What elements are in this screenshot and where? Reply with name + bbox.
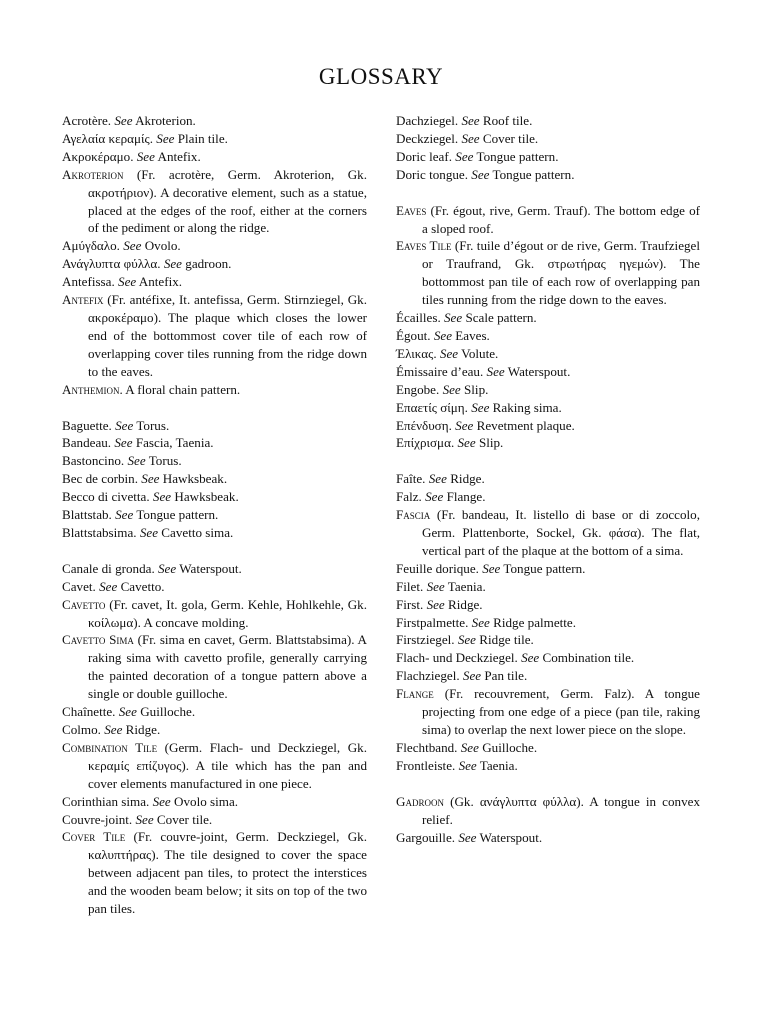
glossary-entry <box>62 470 367 488</box>
section-gap <box>396 452 700 470</box>
see-reference: Volute. <box>461 345 499 361</box>
see-reference: Ridge palmette. <box>493 614 577 630</box>
see-reference: Taenia. <box>447 578 486 594</box>
see-label: See <box>482 560 501 576</box>
glossary-entry <box>396 829 700 847</box>
entry-term: Doric leaf. <box>396 148 452 164</box>
glossary-entry <box>62 703 367 721</box>
entry-term: Επίχρισμα. <box>396 435 455 451</box>
see-reference: Ridge tile. <box>479 632 534 648</box>
entry-definition: (Gk. ανάγλυπτα φύλλα). A tongue in convex relief. <box>422 793 700 827</box>
entry-term: Fascia <box>396 507 431 523</box>
see-label: See <box>115 507 134 523</box>
glossary-entry <box>396 667 700 685</box>
entry-term: Ανάγλυπτα φύλλα. <box>62 256 161 272</box>
glossary-entry <box>62 506 367 524</box>
see-label: See <box>461 130 480 146</box>
right-column <box>396 112 700 846</box>
see-label: See <box>486 363 505 379</box>
see-label: See <box>114 113 133 128</box>
see-reference: Hawksbeak. <box>162 471 228 487</box>
glossary-entry <box>62 148 367 166</box>
entry-term: Écailles. <box>396 310 441 326</box>
glossary-entry <box>62 166 367 238</box>
glossary-entry <box>396 327 700 345</box>
see-label: See <box>425 489 444 505</box>
see-reference: Revetment plaque. <box>476 417 575 433</box>
section-gap <box>396 184 700 202</box>
section-gap <box>396 775 700 793</box>
see-label: See <box>163 256 182 272</box>
see-reference: Ridge. <box>450 471 485 487</box>
glossary-entry <box>396 112 700 130</box>
entry-term: Firstpalmette. <box>396 614 469 630</box>
see-label: See <box>426 578 445 594</box>
glossary-entry <box>396 560 700 578</box>
entry-definition: (Fr. couvre-joint, Germ. Deckziegel, Gk. καλυπτήρας). The tile designed to cover the space between adjacent pan tiles, to protect the interstices and the wooden beam below; it sits on top of the two pan tiles. <box>88 829 367 917</box>
left-column <box>62 112 367 918</box>
glossary-entry <box>62 273 367 291</box>
see-label: See <box>471 166 490 182</box>
see-label: See <box>428 471 447 487</box>
entry-term: Frontleiste. <box>396 757 456 773</box>
glossary-entry <box>62 631 367 703</box>
see-label: See <box>136 148 155 164</box>
glossary-entry <box>396 148 700 166</box>
see-reference: Cover tile. <box>482 130 539 146</box>
glossary-entry <box>62 255 367 273</box>
glossary-entry <box>396 470 700 488</box>
see-reference: Guilloche. <box>482 739 538 755</box>
see-label: See <box>141 471 160 487</box>
glossary-entry <box>62 828 367 918</box>
see-label: See <box>114 435 133 451</box>
entry-term: Cavetto <box>62 596 106 612</box>
entry-term: Blattstabsima. <box>62 524 137 540</box>
see-reference: Flange. <box>446 489 486 505</box>
entry-term: Becco di civetta. <box>62 489 150 505</box>
glossary-entry <box>62 524 367 542</box>
see-reference: Ovolo sima. <box>174 793 239 809</box>
glossary-entry <box>62 793 367 811</box>
see-reference: Slip. <box>478 435 504 451</box>
see-label: See <box>135 811 154 827</box>
glossary-entry <box>62 452 367 470</box>
entry-term: Flachziegel. <box>396 668 460 684</box>
see-label: See <box>426 596 445 612</box>
see-label: See <box>521 650 540 666</box>
see-label: See <box>439 345 459 361</box>
entry-term: Filet. <box>396 578 424 594</box>
entry-definition: (Fr. bandeau, It. listello di base or di zoccolo, Germ. Plattenborte, Sockel, Gk. φάσα). The flat, vertical part of the plaque at the bottom of a sima. <box>422 507 700 558</box>
see-label: See <box>458 829 477 845</box>
section-gap <box>62 399 367 417</box>
glossary-entry <box>396 309 700 327</box>
entry-term: Επένδυση. <box>396 417 452 433</box>
see-reference: Torus. <box>136 417 170 433</box>
entry-term: Eaves Tile <box>396 238 452 254</box>
entry-term: Anthemion. <box>62 381 123 397</box>
see-label: See <box>118 704 137 720</box>
glossary-entry <box>396 757 700 775</box>
see-reference: Guilloche. <box>140 704 196 720</box>
see-reference: Cavetto. <box>120 578 165 594</box>
see-reference: Ridge. <box>448 596 483 612</box>
entry-term: Akroterion <box>62 166 124 182</box>
entry-term: Acrotère. <box>62 113 112 128</box>
see-label: See <box>433 327 453 343</box>
see-reference: Akroterion. <box>135 113 196 128</box>
see-label: See <box>99 578 118 594</box>
glossary-entry <box>62 560 367 578</box>
glossary-entry <box>62 381 367 399</box>
see-label: See <box>115 417 134 433</box>
entry-definition: A floral chain pattern. <box>125 381 241 397</box>
see-reference: Ovolo. <box>144 238 181 254</box>
entry-term: Bandeau. <box>62 435 112 451</box>
see-reference: Tongue pattern. <box>492 166 575 182</box>
see-label: See <box>455 148 474 164</box>
entry-definition: (Fr. tuile d’égout or de rive, Germ. Traufziegel or Traufrand, Gk. στρωτήρας ηγεμών). The bottommost pan tile of each row of overlapping pan tiles running from the ridge down to the eaves. <box>422 238 700 308</box>
see-reference: Taenia. <box>479 757 518 773</box>
entry-definition: (Fr. sima en cavet, Germ. Blattstabsima). A raking sima with cavetto profile, generally carrying the painted decoration of a tongue pattern above a single or double guilloche. <box>88 632 367 702</box>
entry-term: Αμύγδαλο. <box>62 238 120 254</box>
see-label: See <box>460 739 479 755</box>
entry-term: Αγελαία κεραμίς. <box>62 130 153 146</box>
entry-definition: (Fr. cavet, It. gola, Germ. Kehle, Hohlkehle, Gk. κοίλωμα). A concave molding. <box>88 596 367 630</box>
see-reference: Tongue pattern. <box>476 148 559 164</box>
glossary-entry <box>396 166 700 184</box>
entry-term: Έλικας. <box>396 345 437 361</box>
entry-term: Doric tongue. <box>396 166 468 182</box>
entry-term: Chaînette. <box>62 704 116 720</box>
glossary-entry <box>396 488 700 506</box>
entry-term: Blattstab. <box>62 507 112 523</box>
entry-term: Gadroon <box>396 793 444 809</box>
see-label: See <box>457 435 476 451</box>
see-label: See <box>444 310 463 326</box>
glossary-entry <box>396 578 700 596</box>
glossary-entry <box>396 434 700 452</box>
glossary-entry <box>62 434 367 452</box>
see-reference: Hawksbeak. <box>174 489 239 505</box>
see-reference: Slip. <box>464 381 489 397</box>
see-label: See <box>123 238 142 254</box>
entry-definition: (Fr. antéfixe, It. antefissa, Germ. Stirnziegel, Gk. ακροκέραμο). The plaque which closes the lower end of the bottommost cover tile of each row of overlapping cover tiles running from the ridge down to the eaves. <box>88 292 367 379</box>
entry-term: First. <box>396 596 424 612</box>
see-label: See <box>462 668 482 684</box>
entry-term: Égout. <box>396 327 431 343</box>
glossary-entry <box>396 649 700 667</box>
see-label: See <box>471 399 490 415</box>
glossary-entry <box>62 739 367 793</box>
glossary-entry <box>396 631 700 649</box>
see-reference: Tongue pattern. <box>136 507 219 523</box>
entry-term: Επαετίς σίμη. <box>396 399 468 415</box>
glossary-entry <box>62 291 367 381</box>
glossary-entry <box>396 381 700 399</box>
entry-term: Flechtband. <box>396 739 458 755</box>
entry-definition: (Fr. acrotère, Germ. Akroterion, Gk. ακροτήριον). A decorative element, such as a statue, placed at the edges of the roof, either at the corners of the pediment or along the ridge. <box>88 166 368 236</box>
entry-term: Firstziegel. <box>396 632 455 648</box>
entry-term: Cavetto Sima <box>62 632 134 648</box>
glossary-entry <box>396 614 700 632</box>
glossary-entry <box>396 345 700 363</box>
see-label: See <box>156 130 175 146</box>
entry-term: Bec de corbin. <box>62 471 138 487</box>
entry-definition: (Fr. recouvrement, Germ. Falz). A tongue projecting from one edge of a piece (pan tile, raking sima) to overlap the next lower piece on the slope. <box>422 686 700 737</box>
entry-term: Engobe. <box>396 381 440 397</box>
entry-term: Couvre-joint. <box>62 811 133 827</box>
entry-term: Feuille dorique. <box>396 560 479 576</box>
see-reference: gadroon. <box>185 256 232 272</box>
entry-definition: (Germ. Flach- und Deckziegel, Gk. κεραμίς επίζυγος). A tile which has the pan and cover elements manufactured in one piece. <box>88 739 367 791</box>
see-label: See <box>104 722 123 737</box>
see-reference: Scale pattern. <box>465 310 537 326</box>
glossary-entry <box>396 237 700 309</box>
entry-term: Antefissa. <box>62 274 115 290</box>
see-label: See <box>455 417 474 433</box>
glossary-entry <box>396 130 700 148</box>
see-reference: Cover tile. <box>156 811 213 827</box>
glossary-entry <box>62 811 367 829</box>
entry-term: Colmo. <box>62 722 101 737</box>
glossary-entry <box>396 739 700 757</box>
glossary-entry <box>396 685 700 739</box>
see-reference: Cavetto sima. <box>161 524 234 540</box>
glossary-entry <box>396 596 700 614</box>
see-label: See <box>139 524 159 540</box>
see-reference: Antefix. <box>157 148 201 164</box>
see-label: See <box>458 757 477 773</box>
entry-term: Gargouille. <box>396 829 456 845</box>
entry-term: Cover Tile <box>62 829 126 845</box>
see-label: See <box>118 274 137 290</box>
glossary-entry <box>62 578 367 596</box>
entry-term: Cavet. <box>62 578 96 594</box>
glossary-entry <box>396 417 700 435</box>
see-label: See <box>152 793 171 809</box>
entry-term: Dachziegel. <box>396 113 459 128</box>
see-reference: Roof tile. <box>482 113 533 128</box>
glossary-entry <box>396 506 700 560</box>
see-label: See <box>127 453 146 469</box>
see-reference: Tongue pattern. <box>503 560 586 576</box>
see-reference: Ridge. <box>125 722 161 737</box>
see-reference: Pan tile. <box>484 668 528 684</box>
glossary-entry <box>62 417 367 435</box>
see-reference: Waterspout. <box>479 829 543 845</box>
entry-term: Corinthian sima. <box>62 793 150 809</box>
glossary-entry <box>62 130 367 148</box>
glossary-entry <box>396 793 700 829</box>
see-reference: Waterspout. <box>179 560 242 576</box>
glossary-entry <box>62 596 367 632</box>
entry-term: Canale di gronda. <box>62 560 155 576</box>
see-reference: Raking sima. <box>492 399 562 415</box>
see-label: See <box>461 113 480 128</box>
see-reference: Combination tile. <box>542 650 635 666</box>
see-reference: Eaves. <box>455 327 490 343</box>
glossary-entry <box>396 399 700 417</box>
entry-term: Émissaire d’eau. <box>396 363 484 379</box>
see-reference: Torus. <box>148 453 182 469</box>
glossary-entry <box>396 202 700 238</box>
entry-term: Falz. <box>396 489 422 505</box>
glossary-entry <box>62 237 367 255</box>
entry-definition: (Fr. égout, rive, Germ. Trauf). The bottom edge of a sloped roof. <box>422 202 700 236</box>
page-title: GLOSSARY <box>318 64 444 89</box>
entry-term: Bastoncino. <box>62 453 125 469</box>
section-gap <box>62 542 367 560</box>
see-reference: Waterspout. <box>507 363 571 379</box>
entry-term: Deckziegel. <box>396 130 459 146</box>
entry-term: Combination Tile <box>62 739 158 755</box>
entry-term: Eaves <box>396 202 427 218</box>
glossary-entry <box>62 112 367 130</box>
glossary-entry <box>62 488 367 506</box>
see-label: See <box>158 560 177 576</box>
see-label: See <box>152 489 172 505</box>
see-reference: Antefix. <box>138 274 183 290</box>
entry-term: Antefix <box>62 292 104 308</box>
entry-term: Ακροκέραμο. <box>62 148 134 164</box>
entry-term: Baguette. <box>62 417 112 433</box>
see-label: See <box>457 632 476 648</box>
entry-term: Faîte. <box>396 471 426 487</box>
entry-term: Flange <box>396 686 434 702</box>
glossary-entry <box>62 721 367 739</box>
entry-term: Flach- und Deckziegel. <box>396 650 518 666</box>
see-reference: Plain tile. <box>177 130 228 146</box>
see-label: See <box>442 381 461 397</box>
see-reference: Fascia, Taenia. <box>135 435 214 451</box>
see-label: See <box>471 614 490 630</box>
glossary-entry <box>396 363 700 381</box>
